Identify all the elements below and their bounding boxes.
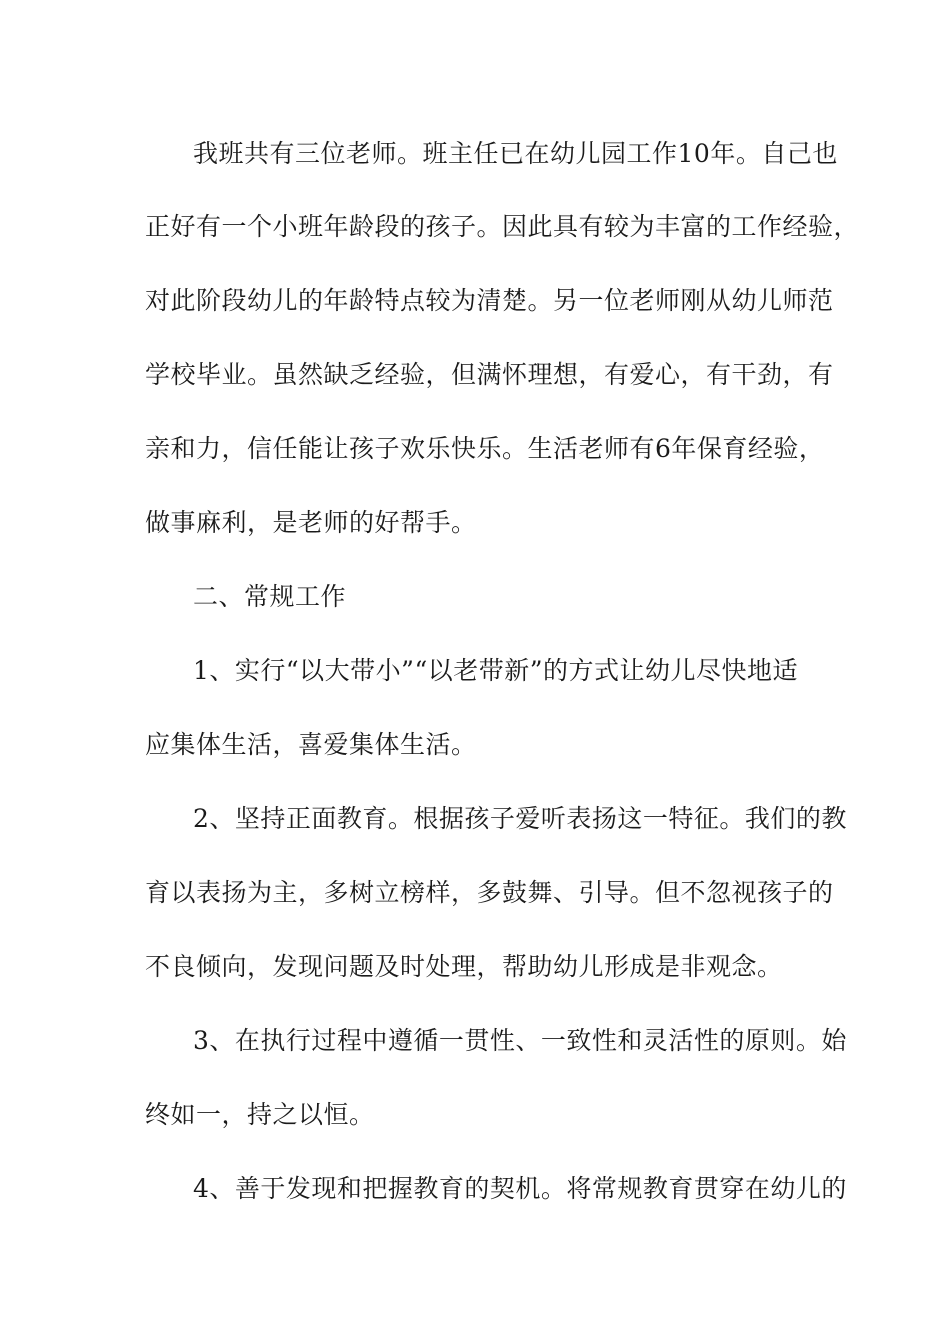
item-4-line-1: 4、善于发现和把握教育的契机。将常规教育贯穿在幼儿的 — [193, 1174, 847, 1203]
paragraph-teachers-line-5: 亲和力，信任能让孩子欢乐快乐。生活老师有6年保育经验， — [145, 434, 825, 463]
section-heading-routine-work: 二、常规工作 — [193, 582, 347, 611]
item-2-line-2: 育以表扬为主，多树立榜样，多鼓舞、引导。但不忽视孩子的 — [145, 878, 834, 907]
item-2-line-3: 不良倾向，发现问题及时处理，帮助幼儿形成是非观念。 — [145, 952, 783, 981]
item-1-line-2: 应集体生活，喜爱集体生活。 — [145, 730, 477, 759]
paragraph-teachers-line-6: 做事麻利，是老师的好帮手。 — [145, 508, 477, 537]
item-1-line-1: 1、实行“以大带小”“以老带新”的方式让幼儿尽快地适 — [193, 656, 799, 685]
item-3-line-2: 终如一，持之以恒。 — [145, 1100, 375, 1129]
paragraph-teachers-line-3: 对此阶段幼儿的年龄特点较为清楚。另一位老师刚从幼儿师范 — [145, 286, 834, 315]
item-3-line-1: 3、在执行过程中遵循一贯性、一致性和灵活性的原则。始 — [193, 1026, 847, 1055]
paragraph-teachers-line-1: 我班共有三位老师。班主任已在幼儿园工作10年。自己也 — [193, 139, 838, 168]
paragraph-teachers-line-4: 学校毕业。虽然缺乏经验，但满怀理想，有爱心，有干劲，有 — [145, 360, 834, 389]
paragraph-teachers-line-2: 正好有一个小班年龄段的孩子。因此具有较为丰富的工作经验， — [145, 212, 860, 241]
item-2-line-1: 2、坚持正面教育。根据孩子爱听表扬这一特征。我们的教 — [193, 804, 847, 833]
